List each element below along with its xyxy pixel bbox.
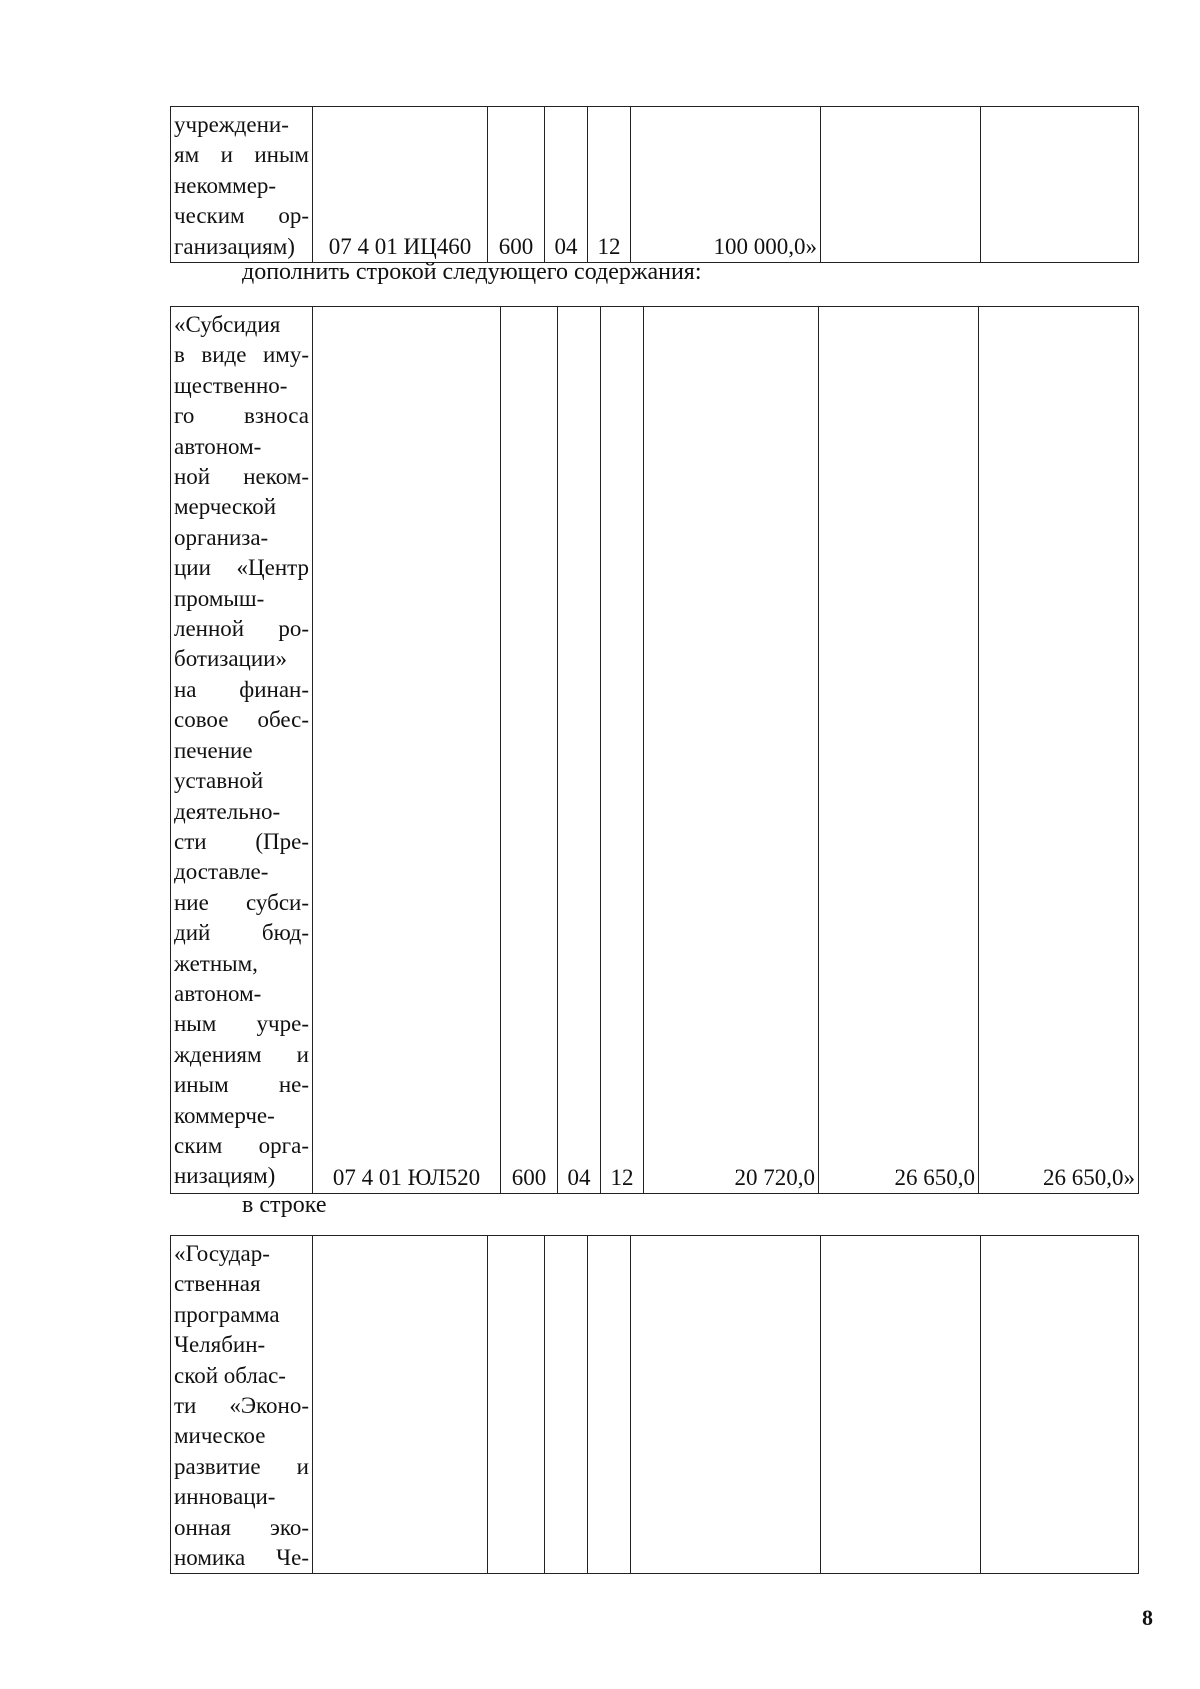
budget-table-row-2 bbox=[170, 306, 1139, 1194]
desc-line: сти (Пре- bbox=[174, 828, 309, 854]
instruction-text: дополнить строкой следующего содержания: bbox=[242, 259, 702, 285]
desc-line: мерческой bbox=[174, 494, 277, 520]
amount-cell-3 bbox=[981, 1236, 1139, 1574]
desc-line: печение bbox=[174, 737, 253, 763]
section-cell: 04 bbox=[545, 107, 588, 263]
desc-line: ганизациям) bbox=[174, 233, 295, 259]
desc-line: совое обес- bbox=[174, 707, 309, 733]
expense-type-cell: 600 bbox=[488, 107, 545, 263]
desc-line: автоном- bbox=[174, 980, 262, 1006]
desc-line: на финан- bbox=[174, 676, 309, 702]
desc-line: щественно- bbox=[174, 372, 288, 398]
expense-type-cell: 600 bbox=[501, 307, 558, 1194]
row-description bbox=[171, 107, 313, 263]
desc-line: организа- bbox=[174, 524, 269, 550]
target-code-cell bbox=[313, 1236, 488, 1574]
desc-line: в виде иму- bbox=[174, 342, 309, 368]
desc-line: ной неком- bbox=[174, 464, 309, 490]
expense-type-cell bbox=[488, 1236, 545, 1574]
desc-line: промыш- bbox=[174, 585, 265, 611]
budget-table-row-1 bbox=[170, 106, 1139, 263]
amount-cell-1: 100 000,0» bbox=[631, 107, 821, 263]
subsection-cell: 12 bbox=[588, 107, 631, 263]
desc-line: онная эко- bbox=[174, 1514, 309, 1540]
desc-line: ственная bbox=[174, 1271, 261, 1297]
desc-line: программа bbox=[174, 1301, 280, 1327]
amount-cell-1: 20 720,0 bbox=[644, 307, 819, 1194]
desc-line: дий бюд- bbox=[174, 920, 309, 946]
desc-line: «Государ- bbox=[174, 1241, 270, 1266]
desc-line: ям и иным bbox=[174, 142, 309, 168]
instruction-text: в строке bbox=[242, 1192, 327, 1218]
budget-table-row-3 bbox=[170, 1235, 1139, 1574]
amount-cell-2 bbox=[821, 1236, 981, 1574]
desc-line: Челябин- bbox=[174, 1332, 266, 1358]
desc-line: ждениям и bbox=[174, 1041, 309, 1067]
row-description bbox=[171, 307, 313, 1194]
desc-line: ти «Эконо- bbox=[174, 1393, 309, 1419]
desc-line: ческим ор- bbox=[174, 203, 309, 229]
desc-line: развитие и bbox=[174, 1453, 309, 1479]
row-description bbox=[171, 1236, 313, 1574]
amount-cell-2: 26 650,0 bbox=[819, 307, 979, 1194]
amount-cell-3 bbox=[981, 107, 1139, 263]
target-code-cell: 07 4 01 ЮЛ520 bbox=[313, 307, 501, 1194]
desc-line: коммерче- bbox=[174, 1102, 275, 1128]
desc-line: мическое bbox=[174, 1423, 266, 1449]
desc-line: учреждени- bbox=[174, 112, 289, 137]
section-cell: 04 bbox=[558, 307, 601, 1194]
desc-line: иным не- bbox=[174, 1072, 309, 1098]
desc-line: го взноса bbox=[174, 403, 309, 429]
amount-cell-1 bbox=[631, 1236, 821, 1574]
desc-line: ции «Центр bbox=[174, 555, 309, 581]
desc-line: автоном- bbox=[174, 433, 262, 459]
desc-line: доставле- bbox=[174, 859, 269, 885]
desc-line: ским орга- bbox=[174, 1132, 309, 1158]
page-number: 8 bbox=[1142, 1605, 1153, 1630]
desc-line: ние субси- bbox=[174, 889, 309, 915]
desc-line: «Субсидия bbox=[174, 312, 281, 337]
desc-line: уставной bbox=[174, 768, 264, 794]
amount-cell-2 bbox=[821, 107, 981, 263]
desc-line: номика Че- bbox=[174, 1545, 309, 1571]
subsection-cell bbox=[588, 1236, 631, 1574]
desc-line: ботизации» bbox=[174, 646, 287, 672]
desc-line: ской облас- bbox=[174, 1362, 286, 1388]
section-cell bbox=[545, 1236, 588, 1574]
subsection-cell: 12 bbox=[601, 307, 644, 1194]
desc-line: ленной ро- bbox=[174, 616, 309, 642]
desc-line: ным учре- bbox=[174, 1011, 309, 1037]
amount-cell-3: 26 650,0» bbox=[979, 307, 1139, 1194]
target-code-cell: 07 4 01 ИЦ460 bbox=[313, 107, 488, 263]
desc-line: деятельно- bbox=[174, 798, 281, 824]
desc-line: некоммер- bbox=[174, 172, 277, 198]
desc-line: инноваци- bbox=[174, 1484, 276, 1510]
desc-line: низациям) bbox=[174, 1163, 276, 1189]
desc-line: жетным, bbox=[174, 950, 258, 976]
